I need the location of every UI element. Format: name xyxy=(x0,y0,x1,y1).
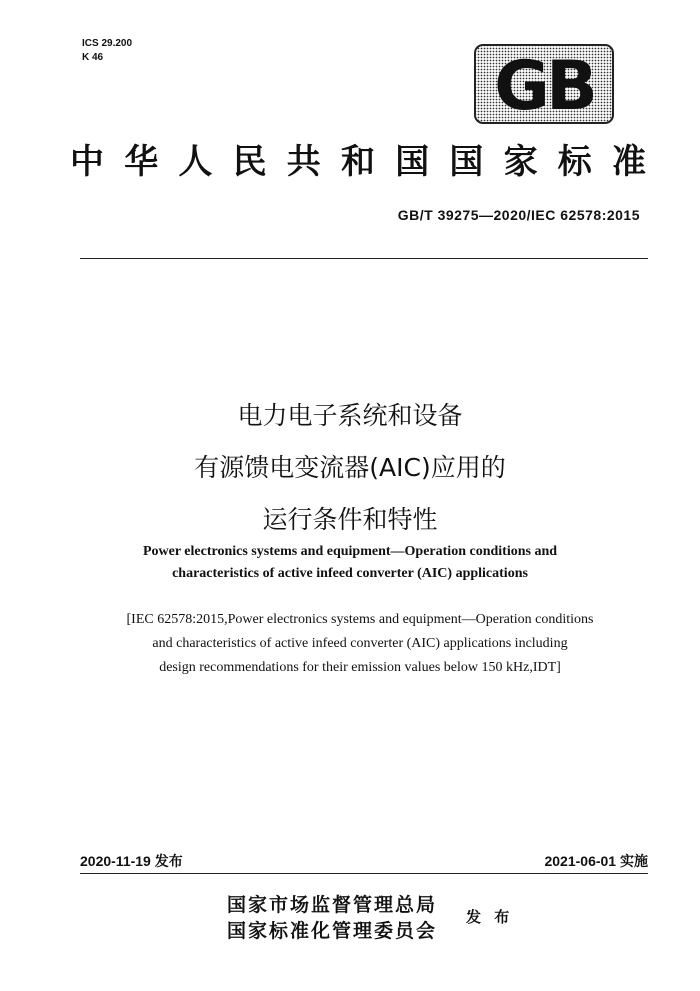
issuer-line: 国家标准化管理委员会 xyxy=(227,920,438,942)
header-divider xyxy=(80,258,648,259)
standard-code: GB/T 39275—2020/IEC 62578:2015 xyxy=(397,207,640,223)
chinese-title-line: 电力电子系统和设备 xyxy=(237,401,463,430)
chinese-title xyxy=(0,390,700,546)
equivalence-note-line: [IEC 62578:2015,Power electronics systems and equipment—Operation conditions xyxy=(126,612,594,627)
chinese-title-line: 有源馈电变流器(AIC)应用的 xyxy=(194,453,506,482)
english-title-line: characteristics of active infeed converter (AIC) applications xyxy=(172,566,528,581)
issue-label: 发 布 xyxy=(466,908,514,926)
english-title xyxy=(60,541,640,585)
implementation-date: 2021-06-01 实施 xyxy=(544,853,648,869)
national-standard-title: 中华人民共和国国家标准 xyxy=(70,142,650,182)
issuer-line: 国家市场监督管理总局 xyxy=(227,894,438,916)
equivalence-note-line: design recommendations for their emission values below 150 kHz,IDT] xyxy=(159,660,561,675)
footer-divider xyxy=(80,873,648,874)
gb-logo-text: GB xyxy=(494,47,594,124)
chinese-title-line: 运行条件和特性 xyxy=(262,505,438,534)
gb-logo xyxy=(474,44,614,124)
classification-codes xyxy=(82,37,132,65)
english-title-line: Power electronics systems and equipment—Operation conditions and xyxy=(142,544,558,559)
equivalence-note xyxy=(80,608,640,680)
release-date: 2020-11-19 发布 xyxy=(80,853,183,869)
ics-code: ICS 29.200 xyxy=(82,38,133,49)
ccs-code: K 46 xyxy=(82,52,104,63)
equivalence-note-line: and characteristics of active infeed converter (AIC) applications including xyxy=(152,636,568,651)
issuing-authorities xyxy=(227,892,437,944)
